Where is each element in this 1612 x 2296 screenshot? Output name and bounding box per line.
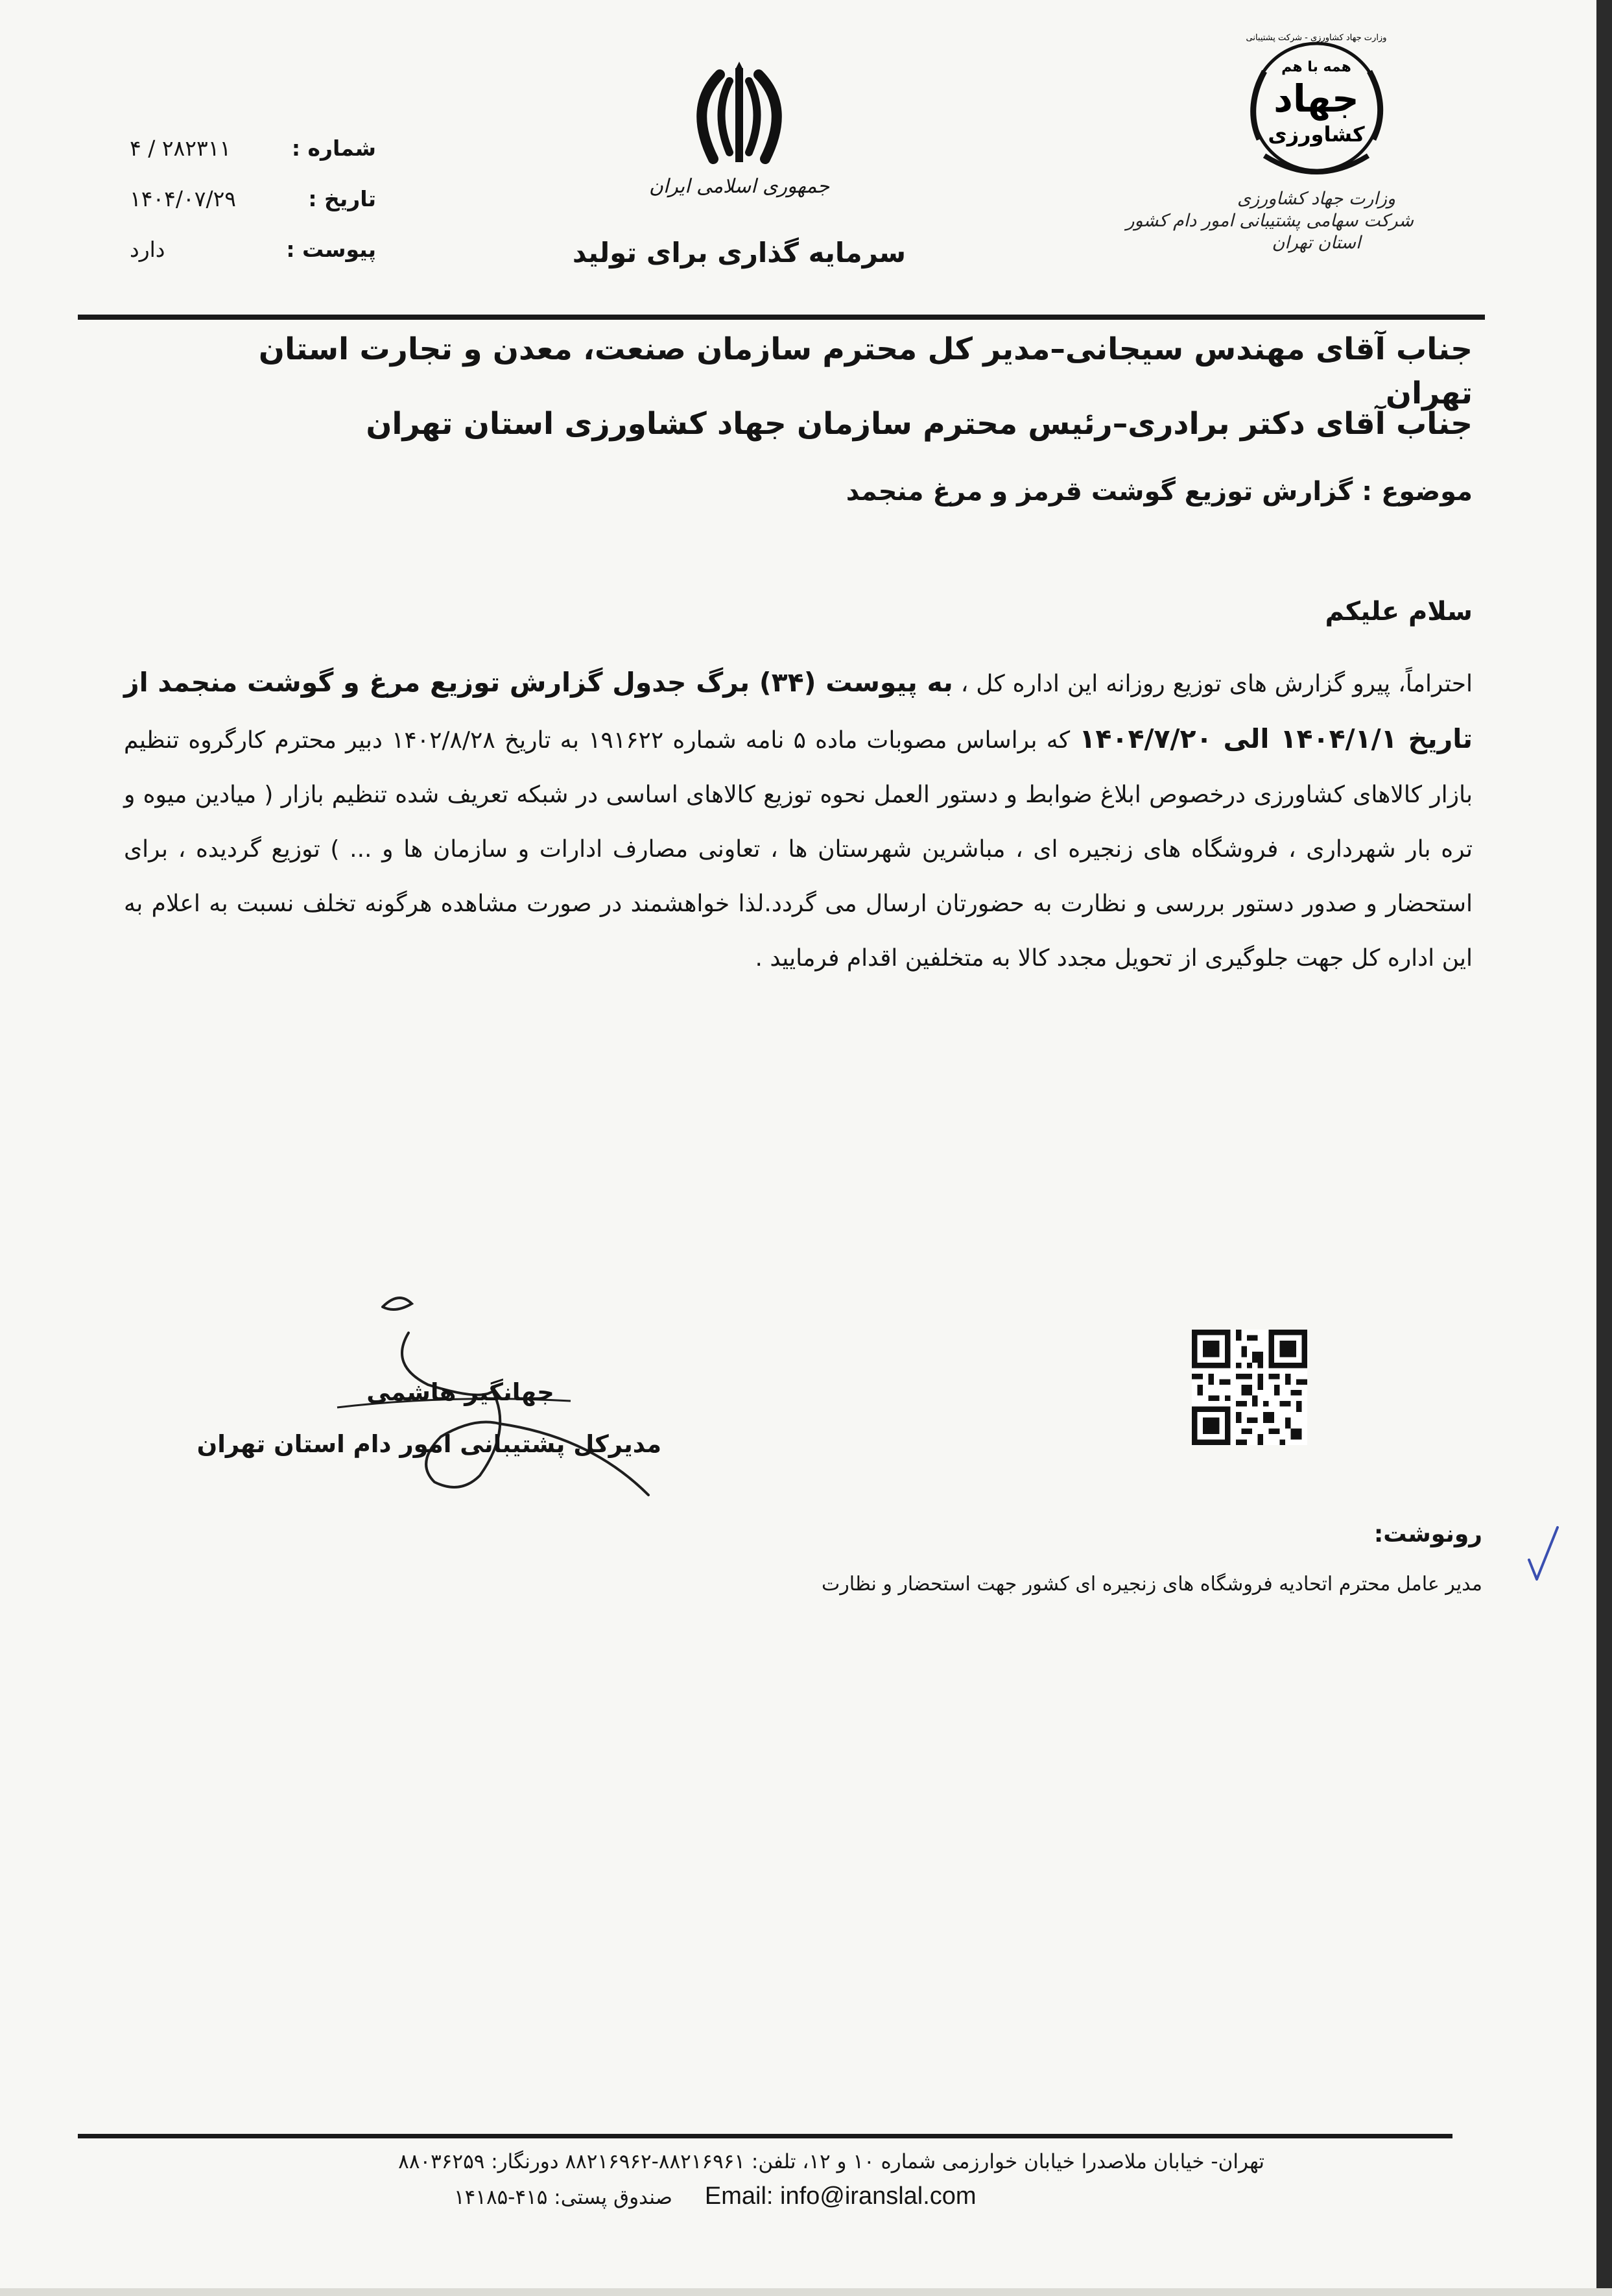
footer-divider <box>78 2134 1452 2138</box>
number-value: ۴ / ۲۸۲۳۱۱ <box>130 136 231 161</box>
addressee-1: جناب آقای مهندس سیجانی–مدیر کل محترم سازمان صنعت، معدن و تجارت استان تهران <box>258 331 1473 411</box>
attachment-label: پیوست : <box>286 237 376 262</box>
scan-edge <box>1596 0 1612 2296</box>
meta-date <box>130 174 376 224</box>
logo-title: جهاد <box>1274 77 1359 121</box>
meta-attachment <box>130 224 376 275</box>
subject-line: موضوع : گزارش توزیع گوشت قرمز و مرغ منجمد <box>846 477 1473 507</box>
body-intro: احتراماً، پیرو گزارش های توزیع روزانه این اداره کل ، <box>960 671 1473 697</box>
logo-subtitle: کشاورزی <box>1268 122 1365 147</box>
header-divider <box>78 315 1485 320</box>
date-value: ۱۴۰۴/۰۷/۲۹ <box>130 186 237 211</box>
ministry-line: شرکت سهامی پشتیبانی امور دام کشور <box>1126 211 1414 231</box>
iran-emblem-icon <box>674 62 804 172</box>
ministry-logo <box>1126 26 1414 272</box>
footer-po-box: صندوق پستی: ۴۱۵-۱۴۱۸۵ <box>454 2186 673 2209</box>
number-label: شماره : <box>291 136 376 161</box>
ministry-line: استان تهران <box>1272 233 1361 253</box>
scan-bottom-edge <box>0 2288 1612 2296</box>
meta-number <box>130 123 376 174</box>
cc-label: رونوشت: <box>1373 1521 1482 1548</box>
national-emblem <box>648 62 830 204</box>
emblem-caption: جمهوری اسلامی ایران <box>648 175 830 198</box>
qr-code <box>1192 1330 1307 1445</box>
signatory-title: مدیرکل پشتیبانی امور دام استان تهران <box>196 1430 661 1458</box>
cc-recipient: مدیر عامل محترم اتحادیه فروشگاه های زنجیره ای کشور جهت استحضار و نظارت <box>821 1573 1482 1596</box>
letter-body <box>124 655 1473 986</box>
jahad-keshavarzi-logo-icon <box>1219 26 1414 188</box>
addressee-2: جناب آقای دکتر برادری–رئیس محترم سازمان جهاد کشاورزی استان تهران <box>366 406 1473 442</box>
footer-contact <box>454 2182 1102 2210</box>
body-attachment-note: به پیوست (۳۴) برگ جدول گزارش توزیع مرغ و گوشت منجمد از تاریخ ۱۴۰۴/۱/۱ الی ۱۴۰۴/۷/۲۰ <box>124 667 1473 754</box>
ministry-name-block <box>1126 188 1414 254</box>
year-slogan: سرمایه گذاری برای تولید <box>572 237 907 269</box>
attachment-value: دارد <box>130 237 165 262</box>
checkmark-icon <box>1517 1514 1569 1592</box>
logo-arc-text: همه با هم <box>1281 59 1351 75</box>
footer-address: تهران- خیابان ملاصدرا خیابان خوارزمی شماره ۱۰ و ۱۲، تلفن: ۸۸۲۱۶۹۶۱-۸۸۲۱۶۹۶۲ دورنگار: ۸۸۰۳۶۲۵۹ <box>398 2150 1264 2173</box>
footer-email: Email: info@iranslal.com <box>704 2182 977 2210</box>
ministry-line: وزارت جهاد کشاورزی <box>1237 189 1395 209</box>
signatory-name: جهانگیر هاشمی <box>366 1378 554 1406</box>
logo-tiny-arc: وزارت جهاد کشاورزی - شرکت پشتیبانی <box>1246 33 1387 43</box>
body-main: که براساس مصوبات ماده ۵ نامه شماره ۱۹۱۶۲۲ به تاریخ ۱۴۰۲/۸/۲۸ دبیر محترم کارگروه تنظیم بازار کالاهای کشاورزی درخصوص ابلاغ ضوابط و دستور العمل نحوه توزیع کالاهای اساسی در شبکه تعریف شده تنظیم بازار ( میادین میوه و تره بار شهرداری ، فروشگاه های زنجیره ای ، مباشرین شهرستان ها ، تعاونی مصارف ادارات و سازمان ها و ... ) توزیع گردیده ، برای استحضار و صدور دستور بررسی و نظارت به حضورتان ارسال می گردد.لذا خواهشمند در صورت مشاهده هرگونه تخلف نسبت به اعلام به این اداره کل جهت جلوگیری از تحویل مجدد کالا به متخلفین اقدام فرمایید . <box>124 727 1473 972</box>
date-label: تاریخ : <box>308 186 376 211</box>
greeting: سلام علیکم <box>1325 597 1473 627</box>
letter-meta <box>130 123 376 275</box>
